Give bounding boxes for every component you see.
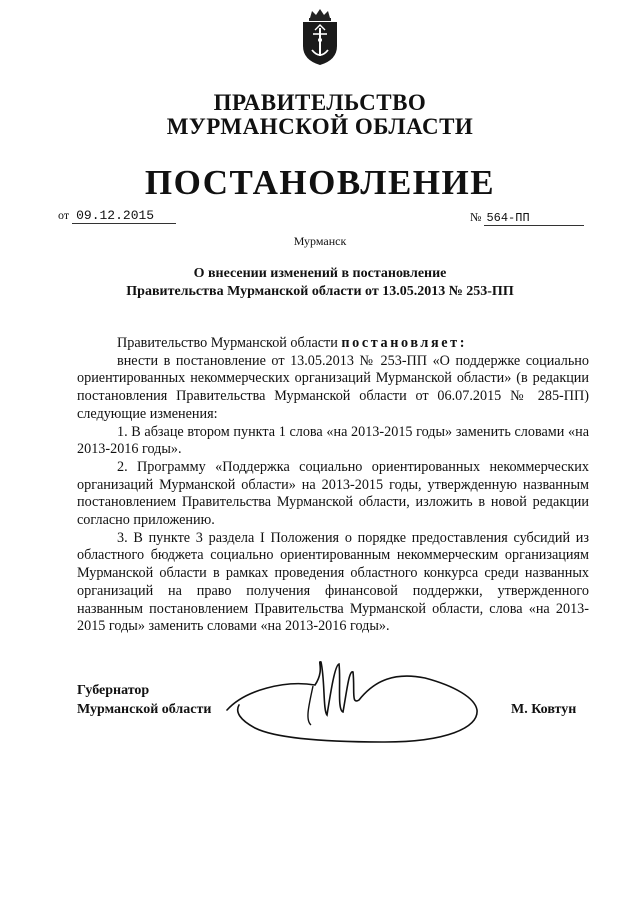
signatory-name: М. Ковтун: [511, 702, 577, 717]
city-name: Мурманск: [293, 234, 347, 248]
document-type-title: ПОСТАНОВЛЕНИЕ: [144, 163, 496, 202]
signatory-title: [77, 681, 211, 719]
intro-paragraph: [77, 335, 589, 353]
date-prefix: от: [58, 208, 70, 222]
subject-line1: О внесении изменений в постановление: [193, 266, 447, 281]
number-field: [470, 210, 584, 226]
date-field: [58, 208, 176, 224]
signatory-title-line2: Мурманской области: [77, 702, 212, 717]
paragraph-item-2: 2. Программу «Поддержка социально ориентированных некоммерческих организаций Мурманской области» на 2013-2015 годы, утвержденную названным постановлением Правительства Мурманской области, изложить в новой редакции согласно приложению.: [77, 458, 589, 529]
handwritten-signature: [225, 650, 480, 745]
number-value: 564-ПП: [484, 211, 584, 226]
paragraph-item-1: 1. В абзаце втором пункта 1 слова «на 2013-2015 годы» заменить словами «на 2013-2016 годы».: [77, 423, 589, 458]
document-body: [77, 335, 589, 636]
signatory-title-line1: Губернатор: [77, 683, 150, 698]
paragraph-main: внести в постановление от 13.05.2013 № 253-ПП «О поддержке социально ориентированных некоммерческих организаций Мурманской области» (в редакции постановления Правительства Мурманской области от 06.07.2015 № 285-ПП) следующие изменения:: [77, 352, 589, 422]
subject-line2: Правительства Мурманской области от 13.05.2013 № 253-ПП: [126, 284, 514, 299]
date-value: 09.12.2015: [72, 208, 176, 224]
intro-text: Правительство Мурманской области: [117, 335, 342, 351]
paragraph-item-3: 3. В пункте 3 раздела I Положения о порядке предоставления субсидий из областного бюджета социально ориентированным некоммерческим организациям Мурманской области в рамках проведения областного конкурса среди названных организаций на право получения финансовой поддержки, утвержденного названным постановлением Правительства Мурманской области, слова «на 2013-2015 годы» заменить словами «на 2013-2016 годы».: [77, 529, 589, 635]
number-prefix: №: [470, 210, 482, 224]
government-title-line2: МУРМАНСКОЙ ОБЛАСТИ: [166, 114, 474, 139]
coat-of-arms-icon: [300, 8, 340, 66]
government-title-line1: ПРАВИТЕЛЬСТВО: [213, 90, 427, 115]
intro-emphasis: постановляет:: [341, 335, 468, 351]
